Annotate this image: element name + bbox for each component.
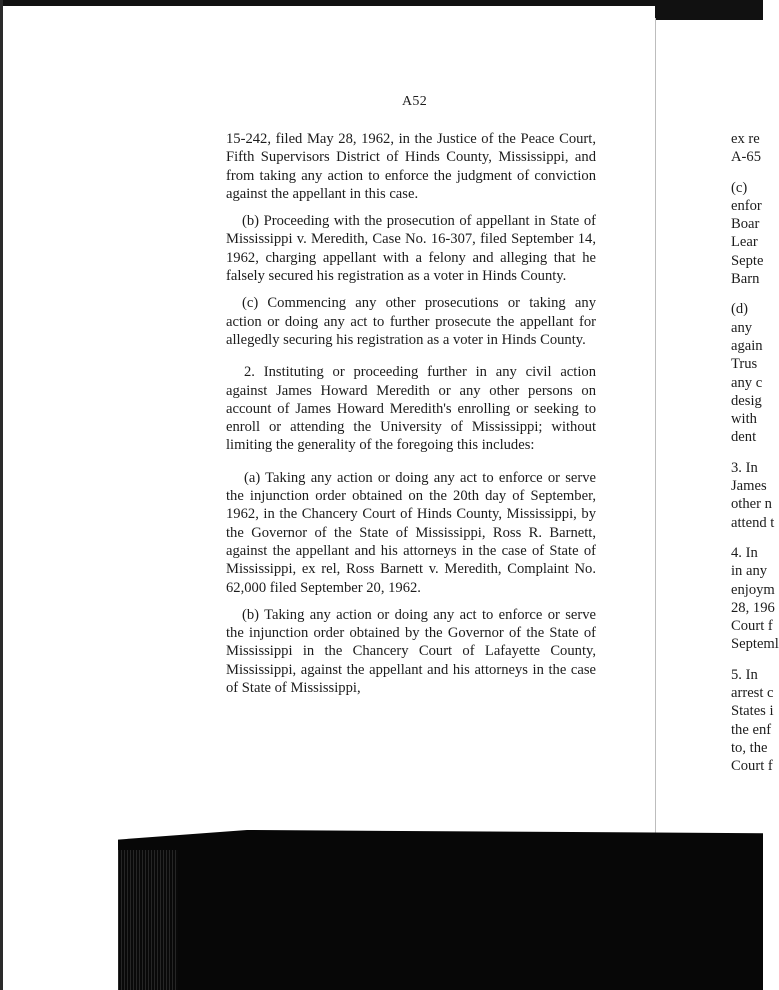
fragment-line: 5. In xyxy=(731,666,758,683)
main-text-column xyxy=(226,130,596,706)
fragment-line: in any xyxy=(731,563,768,580)
paragraph-1b: (b) Proceeding with the prosecution of appellant in State of Mississippi v. Meredith, Case No. 16-307, filed September 14, 1962, charging appellant with a felony and alleging that he falsely secured his registration as a voter in Hinds County. xyxy=(226,213,596,285)
paragraph-2b: (b) Taking any action or doing any act to enforce or serve the injunction order obtained by the Governor of the State of Mississippi in the Chancery Court of Lafayette County, Mississippi, against the appellant and his attorneys in the case of State of Mississippi, xyxy=(226,606,596,697)
fragment-line: Court f xyxy=(731,758,773,775)
fragment-line: any xyxy=(731,319,753,336)
fragment-line: A-65 xyxy=(731,149,761,166)
scan-left-edge xyxy=(0,0,3,990)
fragment-line: any c xyxy=(731,374,763,391)
scan-top-border xyxy=(0,0,763,6)
scan-top-right-shadow xyxy=(655,0,763,20)
fragment-line: desig xyxy=(731,392,762,409)
paragraph-1a-continued: 15-242, filed May 28, 1962, in the Justice of the Peace Court, Fifth Supervisors District of Hinds County, Mississippi, and from taking any action to enforce the judgment of conviction against the appellant in this case. xyxy=(226,131,596,202)
fragment-line: 28, 196 xyxy=(731,599,775,616)
fragment-line: Court f xyxy=(731,618,773,635)
scan-bottom-grain xyxy=(118,850,178,990)
fragment-line: States i xyxy=(731,703,774,720)
fragment-line: attend t xyxy=(731,514,775,531)
fragment-gap xyxy=(731,447,771,459)
fragment-gap xyxy=(731,288,771,300)
fragment-line: Septeml xyxy=(731,636,779,653)
fragment-gap xyxy=(731,167,771,179)
fragment-line: enfor xyxy=(731,197,762,214)
book-gutter-line xyxy=(655,18,656,888)
fragment-line: 3. In xyxy=(731,459,758,476)
fragment-line: Trus xyxy=(731,356,758,373)
fragment-line: Barn xyxy=(731,271,760,288)
fragment-line: James xyxy=(731,478,767,495)
fragment-line: other n xyxy=(731,496,772,513)
fragment-line: (d) xyxy=(731,301,749,318)
fragment-line: Lear xyxy=(731,234,758,251)
fragment-line: enjoym xyxy=(731,581,775,598)
facing-page-fragments xyxy=(731,130,779,776)
fragment-line: the enf xyxy=(731,721,772,738)
fragment-line: dent xyxy=(731,429,757,446)
fragment-line: Boar xyxy=(731,216,760,233)
fragment-line: to, the xyxy=(731,739,768,756)
fragment-line: (c) xyxy=(731,179,748,196)
paragraph-1c: (c) Commencing any other prosecutions or taking any action or doing any act to further prosecute the appellant for allegedly securing his registration as a voter in Hinds County. xyxy=(226,295,596,348)
fragment-line: ex re xyxy=(731,131,760,147)
paragraph-2: 2. Instituting or proceeding further in any civil action against James Howard Meredith or any other persons on account of James Howard Meredith's enrolling or seeking to enroll or attending the University of Mississippi; without limiting the generality of the foregoing this includes: xyxy=(226,364,596,454)
page-number: A52 xyxy=(402,94,428,109)
fragment-line: again xyxy=(731,337,763,354)
fragment-line: arrest c xyxy=(731,685,774,702)
fragment-line: 4. In xyxy=(731,544,758,561)
scan-bottom-shadow xyxy=(118,830,763,990)
fragment-line: with xyxy=(731,411,757,428)
fragment-gap xyxy=(731,532,771,544)
paragraph-2a: (a) Taking any action or doing any act to enforce or serve the injunction order obtained on the 20th day of September, 1962, in the Chancery Court of Hinds County, Mississippi, by the Governor of the State of Mississippi, Ross R. Barnett, against the appellant and his attorneys in the case of State of Mississippi, ex rel, Ross Barnett v. Meredith, Complaint No. 62,000 filed September 20, 1962. xyxy=(226,469,596,596)
fragment-gap xyxy=(731,654,771,666)
fragment-line: Septe xyxy=(731,252,764,269)
